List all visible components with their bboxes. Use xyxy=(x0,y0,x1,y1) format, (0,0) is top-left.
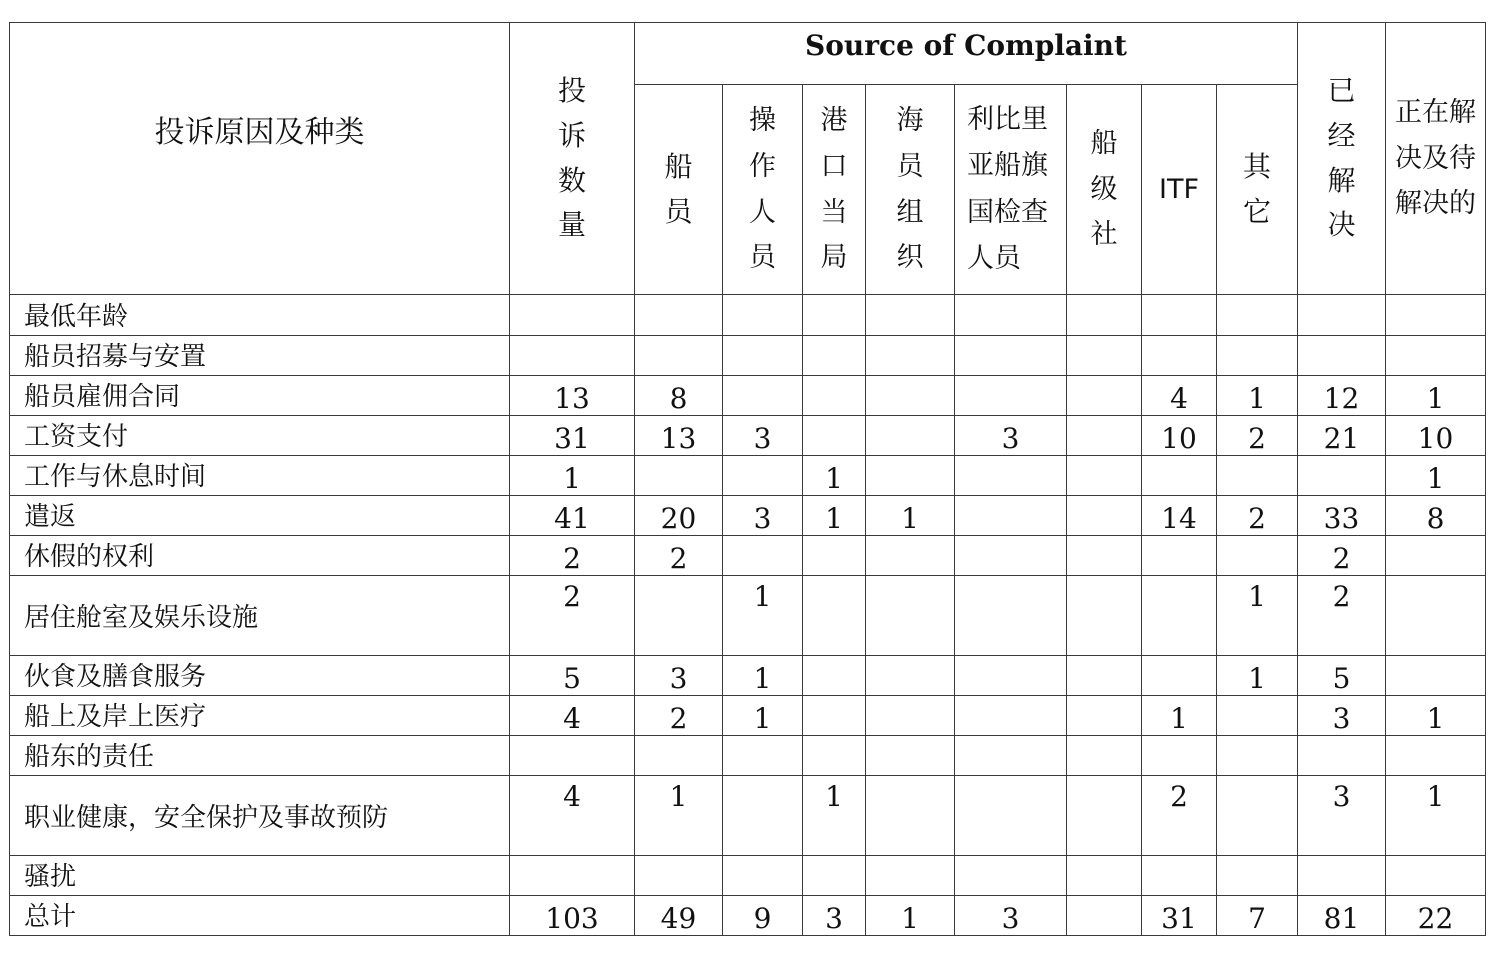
value-cell: 1 xyxy=(803,776,866,856)
value-cell: 1 xyxy=(723,576,803,656)
table-row xyxy=(10,496,1486,536)
table-row xyxy=(10,656,1486,696)
table-row xyxy=(10,456,1486,496)
value-cell xyxy=(1298,736,1386,776)
resolved-header: 已 经 解 决 xyxy=(1298,23,1386,295)
value-cell xyxy=(803,536,866,576)
table-row xyxy=(10,856,1486,896)
value-cell xyxy=(955,576,1067,656)
value-cell xyxy=(803,416,866,456)
source-other-header: 其 它 xyxy=(1217,85,1298,295)
value-cell: 1 xyxy=(510,456,635,496)
value-cell xyxy=(723,536,803,576)
table-row xyxy=(10,295,1486,336)
value-cell xyxy=(866,536,955,576)
source-operator-header: 操 作 人 员 xyxy=(723,85,803,295)
value-cell xyxy=(723,336,803,376)
value-cell xyxy=(510,856,635,896)
value-cell xyxy=(866,656,955,696)
value-cell xyxy=(1142,736,1217,776)
value-cell xyxy=(955,656,1067,696)
value-cell: 81 xyxy=(1298,896,1386,936)
value-cell xyxy=(1067,696,1142,736)
value-cell xyxy=(1067,536,1142,576)
value-cell xyxy=(866,416,955,456)
value-cell: 31 xyxy=(510,416,635,456)
value-cell: 33 xyxy=(1298,496,1386,536)
table-row xyxy=(10,576,1486,656)
value-cell xyxy=(1386,856,1486,896)
value-cell: 1 xyxy=(1217,376,1298,416)
value-cell: 20 xyxy=(635,496,723,536)
value-cell xyxy=(635,295,723,336)
value-cell: 12 xyxy=(1298,376,1386,416)
value-cell xyxy=(635,576,723,656)
value-cell xyxy=(723,776,803,856)
value-cell xyxy=(955,736,1067,776)
value-cell: 9 xyxy=(723,896,803,936)
value-cell: 1 xyxy=(723,656,803,696)
category-header: 投诉原因及种类 xyxy=(10,23,510,295)
value-cell xyxy=(1067,496,1142,536)
table-row xyxy=(10,536,1486,576)
row-label: 船东的责任 xyxy=(10,736,510,776)
value-cell xyxy=(1142,536,1217,576)
value-cell xyxy=(866,336,955,376)
value-cell: 49 xyxy=(635,896,723,936)
value-cell xyxy=(723,736,803,776)
value-cell xyxy=(866,576,955,656)
value-cell xyxy=(1142,456,1217,496)
row-label: 船上及岸上医疗 xyxy=(10,696,510,736)
value-cell: 1 xyxy=(1386,376,1486,416)
value-cell: 2 xyxy=(1298,576,1386,656)
value-cell: 3 xyxy=(723,416,803,456)
value-cell: 3 xyxy=(803,896,866,936)
value-cell xyxy=(866,696,955,736)
value-cell: 1 xyxy=(1217,656,1298,696)
value-cell xyxy=(723,295,803,336)
value-cell xyxy=(1142,576,1217,656)
value-cell xyxy=(955,776,1067,856)
value-cell xyxy=(955,376,1067,416)
value-cell xyxy=(1067,856,1142,896)
value-cell: 2 xyxy=(1217,496,1298,536)
table-row xyxy=(10,776,1486,856)
value-cell: 31 xyxy=(1142,896,1217,936)
complaint-count-header: 投 诉 数 量 xyxy=(510,23,635,295)
value-cell: 22 xyxy=(1386,896,1486,936)
value-cell: 1 xyxy=(1142,696,1217,736)
row-label: 骚扰 xyxy=(10,856,510,896)
value-cell xyxy=(866,856,955,896)
row-label: 居住舱室及娱乐设施 xyxy=(10,576,510,656)
value-cell xyxy=(635,336,723,376)
value-cell: 1 xyxy=(866,496,955,536)
value-cell xyxy=(510,736,635,776)
value-cell xyxy=(1217,696,1298,736)
value-cell xyxy=(723,376,803,416)
value-cell: 7 xyxy=(1217,896,1298,936)
value-cell xyxy=(1217,456,1298,496)
value-cell xyxy=(1142,295,1217,336)
value-cell xyxy=(1067,896,1142,936)
value-cell xyxy=(1067,376,1142,416)
value-cell xyxy=(723,856,803,896)
value-cell: 2 xyxy=(635,536,723,576)
value-cell xyxy=(1386,536,1486,576)
value-cell xyxy=(510,295,635,336)
value-cell xyxy=(1142,656,1217,696)
value-cell xyxy=(803,656,866,696)
value-cell: 3 xyxy=(1298,776,1386,856)
value-cell: 2 xyxy=(1298,536,1386,576)
value-cell xyxy=(803,856,866,896)
value-cell: 21 xyxy=(1298,416,1386,456)
value-cell xyxy=(1067,656,1142,696)
value-cell xyxy=(866,376,955,416)
value-cell: 14 xyxy=(1142,496,1217,536)
value-cell xyxy=(635,456,723,496)
source-seafarer-union-header: 海 员 组 织 xyxy=(866,85,955,295)
value-cell: 2 xyxy=(635,696,723,736)
value-cell xyxy=(1386,336,1486,376)
value-cell xyxy=(803,336,866,376)
value-cell xyxy=(1386,576,1486,656)
value-cell xyxy=(1067,776,1142,856)
source-seafarer-header: 船 员 xyxy=(635,85,723,295)
value-cell xyxy=(1067,336,1142,376)
value-cell xyxy=(955,536,1067,576)
table-row xyxy=(10,896,1486,936)
value-cell: 1 xyxy=(1386,456,1486,496)
source-of-complaint-header: Source of Complaint xyxy=(635,23,1298,85)
value-cell xyxy=(1298,456,1386,496)
value-cell xyxy=(723,456,803,496)
value-cell: 1 xyxy=(635,776,723,856)
value-cell: 41 xyxy=(510,496,635,536)
value-cell xyxy=(1298,856,1386,896)
value-cell xyxy=(866,736,955,776)
value-cell xyxy=(803,696,866,736)
value-cell: 4 xyxy=(510,776,635,856)
value-cell xyxy=(955,696,1067,736)
value-cell xyxy=(803,376,866,416)
value-cell xyxy=(635,736,723,776)
value-cell: 5 xyxy=(510,656,635,696)
row-label: 职业健康，安全保护及事故预防 xyxy=(10,776,510,856)
value-cell: 3 xyxy=(1298,696,1386,736)
row-label: 船员招募与安置 xyxy=(10,336,510,376)
value-cell: 2 xyxy=(1217,416,1298,456)
value-cell xyxy=(1386,656,1486,696)
value-cell: 1 xyxy=(1386,776,1486,856)
value-cell: 4 xyxy=(1142,376,1217,416)
value-cell xyxy=(955,456,1067,496)
value-cell: 3 xyxy=(723,496,803,536)
table-row xyxy=(10,416,1486,456)
value-cell: 3 xyxy=(955,416,1067,456)
table-row xyxy=(10,376,1486,416)
value-cell xyxy=(1217,536,1298,576)
value-cell xyxy=(803,576,866,656)
value-cell xyxy=(1067,736,1142,776)
value-cell: 10 xyxy=(1386,416,1486,456)
value-cell xyxy=(635,856,723,896)
row-label: 最低年龄 xyxy=(10,295,510,336)
value-cell xyxy=(1217,736,1298,776)
value-cell: 1 xyxy=(803,456,866,496)
value-cell: 5 xyxy=(1298,656,1386,696)
value-cell: 8 xyxy=(1386,496,1486,536)
value-cell: 1 xyxy=(803,496,866,536)
value-cell xyxy=(1217,295,1298,336)
row-label: 伙食及膳食服务 xyxy=(10,656,510,696)
value-cell xyxy=(866,295,955,336)
source-port-authority-header: 港 口 当 局 xyxy=(803,85,866,295)
value-cell xyxy=(1142,336,1217,376)
value-cell xyxy=(955,336,1067,376)
value-cell: 13 xyxy=(635,416,723,456)
row-label: 船员雇佣合同 xyxy=(10,376,510,416)
value-cell: 2 xyxy=(510,536,635,576)
row-label: 遣返 xyxy=(10,496,510,536)
row-label: 休假的权利 xyxy=(10,536,510,576)
value-cell xyxy=(1067,295,1142,336)
row-label: 工作与休息时间 xyxy=(10,456,510,496)
row-label: 工资支付 xyxy=(10,416,510,456)
value-cell: 10 xyxy=(1142,416,1217,456)
value-cell xyxy=(955,295,1067,336)
value-cell xyxy=(1067,456,1142,496)
value-cell xyxy=(1298,336,1386,376)
value-cell: 1 xyxy=(1386,696,1486,736)
value-cell: 1 xyxy=(723,696,803,736)
value-cell xyxy=(803,295,866,336)
value-cell xyxy=(1142,856,1217,896)
value-cell xyxy=(1386,736,1486,776)
value-cell: 2 xyxy=(1142,776,1217,856)
value-cell: 2 xyxy=(510,576,635,656)
value-cell: 13 xyxy=(510,376,635,416)
pending-header: 正在解 决及待 解决的 xyxy=(1386,23,1486,295)
value-cell xyxy=(1067,576,1142,656)
source-liberia-flag-inspector-header: 利比里 亚船旗 国检查 人员 xyxy=(955,85,1067,295)
value-cell: 3 xyxy=(955,896,1067,936)
table-body xyxy=(10,295,1486,936)
value-cell: 1 xyxy=(866,896,955,936)
source-itf-header: ITF xyxy=(1142,85,1217,295)
value-cell: 3 xyxy=(635,656,723,696)
value-cell: 8 xyxy=(635,376,723,416)
value-cell xyxy=(866,776,955,856)
complaint-statistics-table xyxy=(9,22,1486,936)
value-cell xyxy=(1217,776,1298,856)
value-cell xyxy=(955,856,1067,896)
value-cell: 103 xyxy=(510,896,635,936)
value-cell xyxy=(1067,416,1142,456)
value-cell xyxy=(1217,336,1298,376)
value-cell xyxy=(1217,856,1298,896)
value-cell xyxy=(955,496,1067,536)
row-label: 总计 xyxy=(10,896,510,936)
value-cell xyxy=(866,456,955,496)
source-class-society-header: 船 级 社 xyxy=(1067,85,1142,295)
value-cell xyxy=(1298,295,1386,336)
value-cell xyxy=(1386,295,1486,336)
value-cell xyxy=(803,736,866,776)
value-cell: 4 xyxy=(510,696,635,736)
table-row xyxy=(10,696,1486,736)
table-row xyxy=(10,736,1486,776)
table-row xyxy=(10,336,1486,376)
value-cell xyxy=(510,336,635,376)
value-cell: 1 xyxy=(1217,576,1298,656)
